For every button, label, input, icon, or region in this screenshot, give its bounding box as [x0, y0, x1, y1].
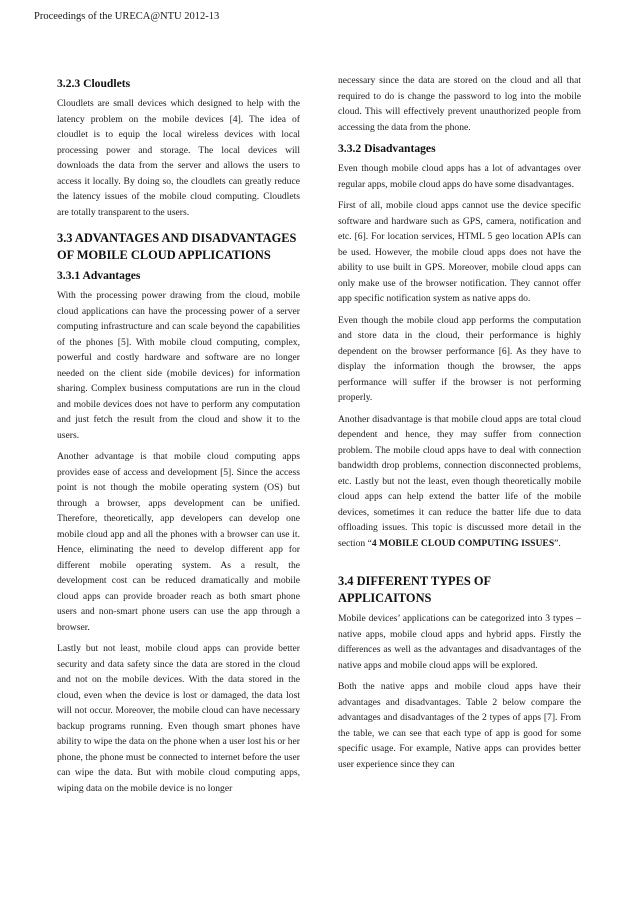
paragraph-advantages-3: Lastly but not least, mobile cloud apps can provide better security and data safety since the data are stored in the cloud and not on the mobile devices. With the data stored in the cloud, even when the device is lost or damaged, the data lost will not occur. Moreover, the mobile cloud can have necessary backup programs running. Even though smart phones have ability to wipe the data on the phone when a user lost his or her phone, the phone must be connected to internet before the user can wipe the data. But with mobile cloud computing apps, wiping data on the mobile device is no longer [57, 643, 300, 794]
heading-types: 3.4 DIFFERENT TYPES OF APPLICAITONS [338, 574, 491, 605]
paragraph-advantages-2: Another advantage is that mobile cloud computing apps provides ease of access and development [5]. Since the access point is not though the mobile operating system (OS) but through a browser, apps development can be unified. Therefore, theoretically, app developers can develop one mobile cloud app and all the phones with a browser can use it. Hence, eliminating the need to develop different app for different mobile operating system. As a result, the development cost can be reduced dramatically and mobile cloud apps can provide broader reach as both smart phone users and non-smart phone users can use the app through a browser. [57, 451, 300, 633]
heading-advantages: 3.3.1 Advantages [57, 269, 141, 282]
heading-cloudlets: 3.2.3 Cloudlets [57, 77, 131, 90]
paragraph-disadvantages-3: Even though the mobile cloud app performs the computation and store data in the cloud, their performance is highly dependent on the browser performance [6]. As they have to display the information though the browser, the apps performance will suffer if the browser is not performing properly. [338, 314, 581, 403]
section-reference[interactable]: 4 MOBILE CLOUD COMPUTING ISSUES [371, 537, 555, 549]
paragraph-cloudlets: Cloudlets are small devices which designed to help with the latency problem on the mobile devices [4]. The idea of cloudlet is to equip the local wireless devices with local processing power and storage. The local devices will downloads the data from the server and allows the users to access it locally. By doing so, the cloudlets can greatly reduce the latency issues of the mobile cloud computing. Cloudlets are totally transparent to the users. [57, 98, 300, 218]
paragraph-types-1: Mobile devices’ applications can be categorized into 3 types – native apps, mobile cloud apps and hybrid apps. Firstly the differences as well as the advantages and disadvantages of the native apps and mobile cloud apps will be explored. [338, 613, 581, 671]
heading-advantages-disadvantages: 3.3 ADVANTAGES AND DISADVANTAGES OF MOBILE CLOUD APPLICATIONS [57, 231, 297, 262]
paragraph-disadvantages-4 [338, 412, 581, 552]
heading-disadvantages: 3.3.2 Disadvantages [338, 142, 436, 155]
page-header: Proceedings of the URECA@NTU 2012-13 [34, 11, 220, 22]
right-column [338, 73, 581, 778]
paragraph-disadvantages-1: Even though mobile cloud apps has a lot of advantages over regular apps, mobile cloud apps do have some disadvantages. [338, 163, 581, 190]
paragraph-continued: necessary since the data are stored on the cloud and all that required to do is change the password to log into the mobile cloud. This will effectively prevent unauthorized people from accessing the data from the phone. [338, 75, 581, 133]
paragraph-text-end: ”. [554, 537, 561, 549]
paragraph-disadvantages-2: First of all, mobile cloud apps cannot use the device specific software and hardware such as GPS, camera, notification and etc. [6]. For location services, HTML 5 geo location APIs can be used. However, the mobile cloud apps does not have the ability to use built in GPS. Moreover, mobile cloud apps can only make use of the browser notification. They cannot offer app specific notification system as native apps do. [338, 200, 581, 304]
left-column [57, 76, 300, 802]
paragraph-advantages-1: With the processing power drawing from the cloud, mobile cloud applications can have the processing power of a server computing infrastructure and can scale beyond the capabilities of the phones [5]. With mobile cloud computing, complex, powerful and costly hardware and software are no longer needed on the client side (mobile devices) for information sharing. Complex business computations are run in the cloud and mobile devices does not have to perform any computation and just fetch the result from the cloud and show it to the users. [57, 290, 300, 441]
paragraph-text: Another disadvantage is that mobile cloud apps are total cloud dependent and hence, they may suffer from connection problem. The mobile cloud apps have to deal with connection bandwidth drop problems, connection disconnected problems, etc. Lastly but not the least, even though theoretically mobile cloud apps can help extend the batter life of the mobile devices, sometimes it can reduce the batter life due to data offloading issues. This topic is discussed more detail in the section “ [338, 413, 581, 549]
paragraph-types-2: Both the native apps and mobile cloud apps have their advantages and disadvantages. Table 2 below compare the advantages and disadvantages of the 2 types of apps [7]. From the table, we can see that each type of app is good for some specific usage. For example, Native apps can provides better user experience since they can [338, 681, 581, 770]
